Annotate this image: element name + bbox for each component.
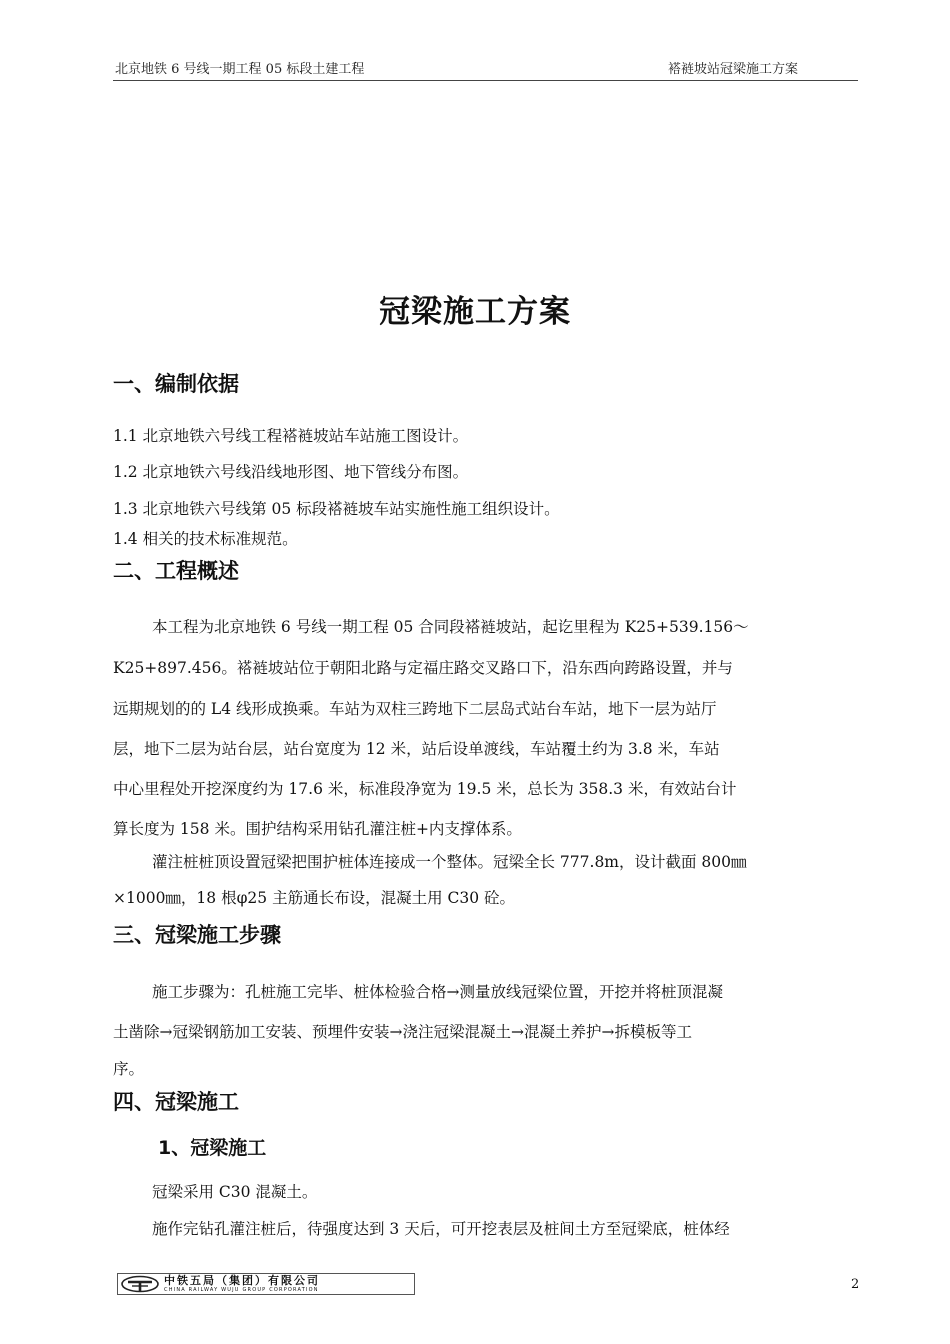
overview-paragraph-line: K25+897.456。褡裢坡站位于朝阳北路与定福庄路交叉路口下，沿东西向跨路设置，并与 [113,659,733,677]
construction-paragraph-line: 施作完钻孔灌注桩后，待强度达到 3 天后，可开挖表层及桩间土方至冠梁底，桩体经 [152,1220,730,1238]
overview-paragraph-line: 远期规划的的 L4 线形成换乘。车站为双柱三跨地下二层岛式站台车站，地下一层为站厅 [113,700,717,718]
basis-item: 1.2 北京地铁六号线沿线地形图、地下管线分布图。 [113,463,469,481]
overview-paragraph-line: 算长度为 158 米。围护结构采用钻孔灌注桩+内支撑体系。 [113,820,522,838]
header-document-name: 褡裢坡站冠梁施工方案 [668,62,799,77]
steps-paragraph-line: 序。 [113,1060,145,1078]
steps-paragraph-line: 施工步骤为：孔桩施工完毕、桩体检验合格→测量放线冠梁位置，开挖并将桩顶混凝 [152,983,723,1001]
company-name-en: CHINA RAILWAY WUJU GROUP CORPORATION [164,1286,319,1293]
company-name-cn: 中铁五局（集团）有限公司 [164,1273,320,1287]
subsection-heading: 1、冠梁施工 [158,1137,267,1159]
section-heading-basis: 一、编制依据 [113,372,239,396]
header-divider [113,80,858,81]
overview-paragraph-line: ×1000㎜，18 根φ25 主筋通长布设，混凝土用 C30 砼。 [113,889,516,907]
overview-paragraph-line: 中心里程处开挖深度约为 17.6 米，标准段净宽为 19.5 米，总长为 358.3 米，有效站台计 [113,780,737,798]
header-project-name: 北京地铁 6 号线一期工程 05 标段土建工程 [115,62,365,77]
overview-paragraph-line: 层，地下二层为站台层，站台宽度为 12 米，站后设单渡线，车站覆土约为 3.8 米，车站 [113,740,720,758]
steps-paragraph-line: 土凿除→冠梁钢筋加工安装、预埋件安装→浇注冠梁混凝土→混凝土养护→拆模板等工 [113,1023,692,1041]
company-logo [117,1273,415,1295]
basis-item: 1.1 北京地铁六号线工程褡裢坡站车站施工图设计。 [113,427,469,445]
overview-paragraph-line: 灌注桩桩顶设置冠梁把围护桩体连接成一个整体。冠梁全长 777.8m，设计截面 800㎜ [152,853,747,871]
section-heading-steps: 三、冠梁施工步骤 [113,923,281,947]
section-heading-construction: 四、冠梁施工 [113,1090,239,1114]
basis-item: 1.4 相关的技术标准规范。 [113,530,298,548]
basis-item: 1.3 北京地铁六号线第 05 标段褡裢坡车站实施性施工组织设计。 [113,500,560,518]
section-heading-overview: 二、工程概述 [113,559,239,583]
company-emblem-icon [118,1274,162,1294]
page-number: 2 [851,1277,860,1292]
document-title: 冠梁施工方案 [379,294,571,330]
overview-paragraph-line: 本工程为北京地铁 6 号线一期工程 05 合同段褡裢坡站，起讫里程为 K25+539.156～ [152,618,749,636]
construction-paragraph-line: 冠梁采用 C30 混凝土。 [152,1183,318,1201]
